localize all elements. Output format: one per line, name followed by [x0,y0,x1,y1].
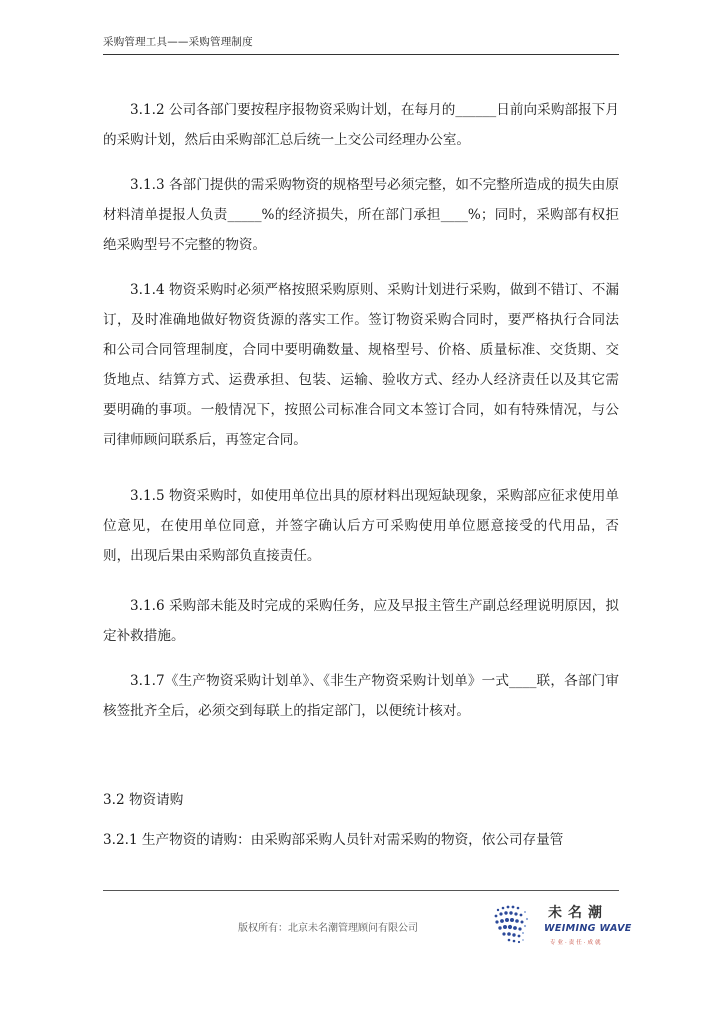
section-heading-3-2: 3.2 物资请购 [103,792,184,808]
document-header: 采购管理工具——采购管理制度 [103,36,253,48]
paragraph-3-1-6: 3.1.6 采购部未能及时完成的采购任务，应及早报主管生产副总经理说明原因，拟定补救措施。 [103,598,619,644]
logo-tagline: 专业·责任·成就 [550,940,603,946]
paragraph-3-1-4: 3.1.4 物资采购时必须严格按照采购原则、采购计划进行采购，做到不错订、不漏订，及时准确地做好物资货源的落实工作。签订物资采购合同时，要严格执行合同法和公司合同管理制度，合同中要明确数量、规格型号、价格、质量标准、交货期、交货地点、结算方式、运费承担、包装、运输、验收方式、经办人经济责任以及其它需要明确的事项。一般情况下，按照公司标准合同文本签订合同，如有特殊情况，与公司律师顾问联系后，再签定合同。 [103,282,619,448]
footer-copyright: 版权所有：北京未名潮管理顾问有限公司 [238,923,418,934]
logo-chinese-name: 未名潮 [548,905,608,921]
paragraph-3-1-5: 3.1.5 物资采购时，如使用单位出具的原材料出现短缺现象，采购部应征求使用单位意见，在使用单位同意，并签字确认后方可采购使用单位愿意接受的代用品，否则，出现后果由采购部负直接责任。 [103,488,619,564]
logo-english-name: WEIMING WAVE [544,923,632,934]
paragraph-3-1-7: 3.1.7《生产物资采购计划单》、《非生产物资采购计划单》一式____联，各部门审核签批齐全后，必须交到每联上的指定部门，以便统计核对。 [103,673,619,719]
paragraph-3-2-1: 3.2.1 生产物资的请购：由采购部采购人员针对需采购的物资，依公司存量管 [103,832,564,848]
company-logo [492,898,632,954]
paragraph-3-1-3: 3.1.3 各部门提供的需采购物资的规格型号必须完整，如不完整所造成的损失由原材料清单提报人负责_____%的经济损失，所在部门承担____%；同时，采购部有权拒绝采购型号不完整的物资。 [103,177,619,253]
footer-divider [103,890,619,891]
paragraph-3-1-2: 3.1.2 公司各部门要按程序报物资采购计划，在每月的______日前向采购部报下月的采购计划，然后由采购部汇总后统一上交公司经理办公室。 [103,102,619,148]
header-divider [103,54,619,55]
wave-logo-icon [492,902,544,950]
